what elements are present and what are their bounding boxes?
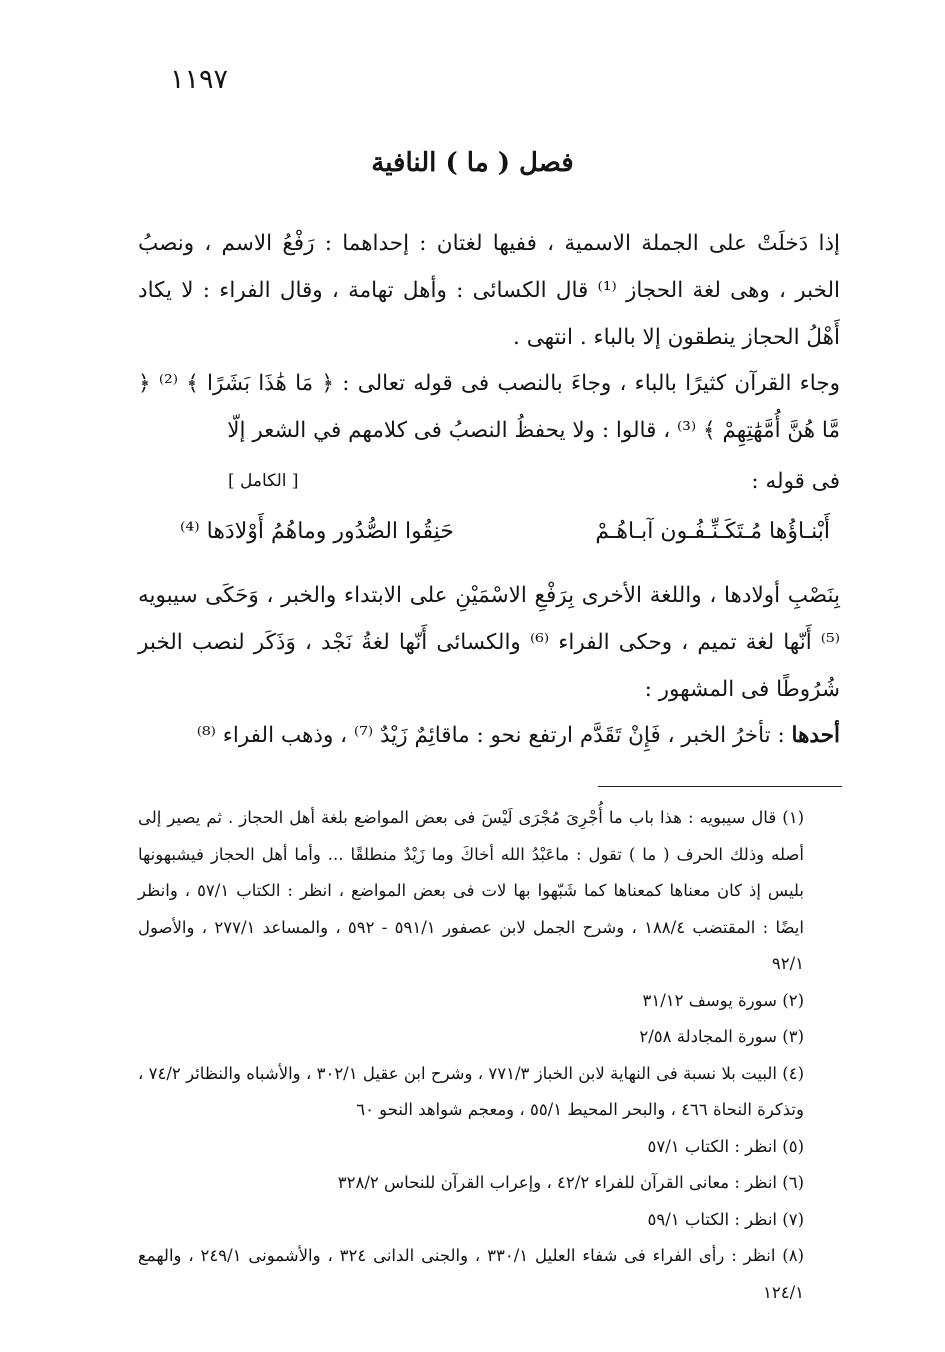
body-paragraph-1: إذا دَخلَتْ على الجملة الاسمية ، ففيها لغتان : إحداهما : رَفْعُ الاسم ، ونصبُ الخبر ، وهى لغة الحجاز ⁽¹⁾ قال الكسائى : وأهل تهامة ، وقال الفراء : لا يكاد أَهْلُ الحجاز ينطقون إلا بالباء . انتهى . bbox=[138, 231, 840, 350]
poetry-verse bbox=[140, 508, 840, 556]
footnote-2: (٢) سورة يوسف ٣١/١٢ bbox=[642, 990, 804, 1010]
chapter-title: فصل ( ما ) النافية bbox=[371, 148, 574, 178]
body-paragraph-4 bbox=[138, 712, 840, 759]
footnotes bbox=[138, 800, 840, 1311]
meter-lead-text: فى قوله : bbox=[751, 469, 840, 494]
body-paragraph-3: بِنَصْبِ أولادها ، واللغة الأخرى بِرَفْعِ الاسْمَيْنِ على الابتداء والخبر ، وَحَكَى سيبويه ⁽⁵⁾ أَنّها لغة تميم ، وحكى الفراء ⁽⁶⁾ والكسائى أَنّها لغةُ نَجْد ، وَذَكَر لنصب الخبر شُرُوطًا فى المشهور : bbox=[138, 583, 840, 702]
page-number: ١١٩٧ bbox=[170, 64, 229, 95]
footnote-divider bbox=[598, 786, 842, 787]
paragraph-lead-word: أحدها bbox=[791, 723, 840, 748]
verse-hemistich-first: أَبْنـاؤُها مُـتَكَـنِّـفُـون آبـاهُـمْ bbox=[595, 519, 830, 544]
footnote-1: (١) قال سيبويه : هذا باب ما أُجْرِىَ مُجْرَى لَيْسَ فى بعض المواضع بلغة أهل الحجاز . ثم يصير إلى أصله وذلك الحرف ( ما ) تقول : ماعَبْدُ الله أخاكَ وما زَيْدٌ منطلقًا ... وأما أهل الحجاز فيشبهونها بليس إذ كان معناها كمعناها كما شَبّهوا بها لات فى بعض المواضع ، انظر : الكتاب ٥٧/١ ، وانظر ايضًا : المقتضب ١٨٨/٤ ، وشرح الجمل لابن عصفور ٥٩١/١ - ٥٩٢ ، والمساعد ٢٧٧/١ ، والأصول ٩٢/١ bbox=[138, 808, 804, 973]
body-paragraph-2: وجاء القرآن كثيرًا بالباء ، وجاءَ بالنصب فى قوله تعالى : ﴿ مَا هَٰذَا بَشَرًا ﴾ ⁽²⁾ ﴿ مَّا هُنَّ أُمَّهَٰتِهِمْ ﴾ ⁽³⁾ ، قالوا : ولا يحفظُ النصبُ فى كلامهم في الشعر إلّا bbox=[138, 371, 840, 443]
paragraph-4-text: : تأخرُ الخبر ، فَإِنْ تَقَدَّم ارتفع نحو : ماقائِمٌ زَيْدٌ ⁽⁷⁾ ، وذهب الفراء ⁽⁸⁾ bbox=[196, 723, 792, 748]
footnote-6: (٦) انظر : معانى القرآن للفراء ٤٢/٢ ، وإعراب القرآن للنحاس ٣٢٨/٢ bbox=[337, 1173, 804, 1192]
meter-name: [ الكامل ] bbox=[228, 471, 299, 491]
footnote-5: (٥) انظر : الكتاب ٥٧/١ bbox=[647, 1136, 804, 1156]
verse-hemistich-second: حَنِقُوا الصُّدُور وماهُمُ أَوْلادَها ⁽⁴⁾ bbox=[180, 519, 454, 544]
footnote-7: (٧) انظر : الكتاب ٥٩/١ bbox=[647, 1209, 804, 1229]
footnote-3: (٣) سورة المجادلة ٢/٥٨ bbox=[639, 1027, 804, 1046]
meter-line bbox=[138, 458, 840, 505]
footnote-8: (٨) انظر : رأى الفراء فى شفاء العليل ٣٣٠/١ ، والجنى الدانى ٣٢٤ ، والأشمونى ٢٤٩/١ ، والهمع ١٢٤/١ bbox=[138, 1246, 805, 1302]
footnote-4: (٤) البيت بلا نسبة فى النهاية لابن الخباز ٧٧١/٣ ، وشرح ابن عقيل ٣٠٢/١ ، والأشباه والنظائر ٧٤/٢ ، وتذكرة النحاة ٤٦٦ ، والبحر المحيط ٥٥/١ ، ومعجم شواهد النحو ٦٠ bbox=[138, 1063, 805, 1119]
